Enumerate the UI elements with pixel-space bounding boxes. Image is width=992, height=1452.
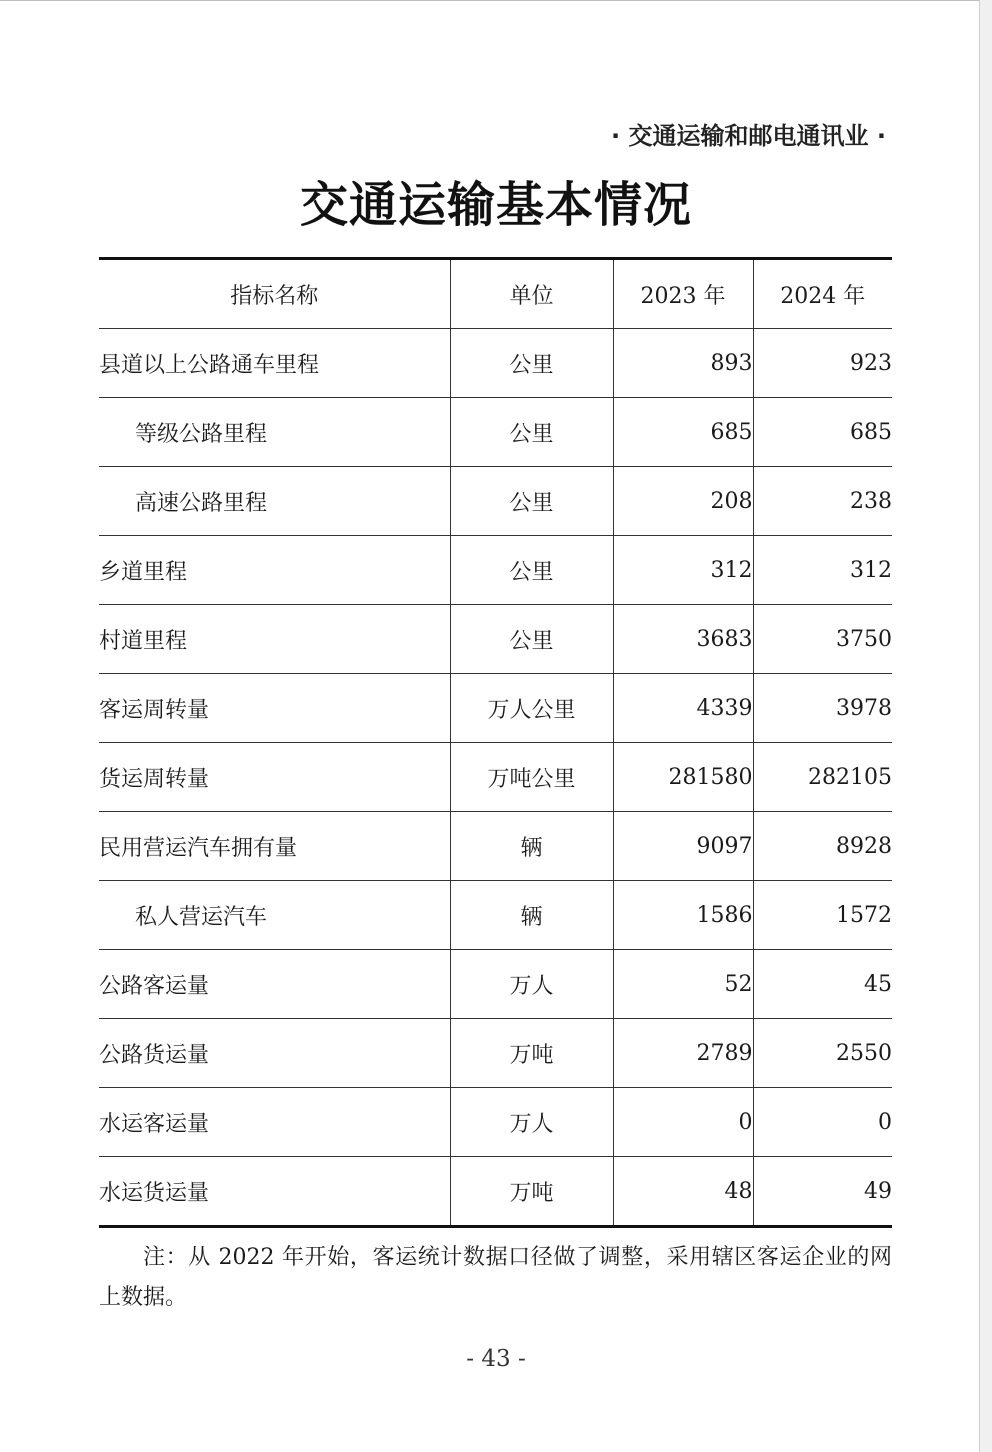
table-row [99,467,892,536]
row-value-2024: 49 [753,1157,892,1227]
row-value-2023: 2789 [613,1019,753,1088]
row-indicator-name: 公路客运量 [99,950,450,1019]
table-row [99,398,892,467]
row-unit: 万人 [450,950,613,1019]
row-indicator-name: 乡道里程 [99,536,450,605]
row-value-2023: 685 [613,398,753,467]
row-indicator-name: 高速公路里程 [99,467,450,536]
row-indicator-name: 县道以上公路通车里程 [99,329,450,398]
table-row [99,329,892,398]
page-title: 交通运输基本情况 [299,177,692,233]
row-indicator-name: 水运客运量 [99,1088,450,1157]
row-unit: 万人 [450,1088,613,1157]
row-value-2024: 923 [753,329,892,398]
table-row [99,605,892,674]
row-unit: 万吨 [450,1157,613,1227]
footnote: 注：从 2022 年开始，客运统计数据口径做了调整，采用辖区客运企业的网上数据。 [99,1245,892,1310]
table-row [99,1019,892,1088]
row-indicator-name: 公路货运量 [99,1019,450,1088]
row-value-2023: 4339 [613,674,753,743]
row-unit: 辆 [450,812,613,881]
row-indicator-name: 水运货运量 [99,1180,210,1206]
row-unit: 公里 [450,605,613,674]
table-row [99,1088,892,1157]
row-unit: 万吨 [450,1019,613,1088]
row-value-2024: 45 [753,950,892,1019]
row-value-2023: 893 [613,329,753,398]
row-unit: 万人公里 [450,674,613,743]
row-indicator-name: 村道里程 [99,605,450,674]
page-number: - 43 - [466,1346,526,1372]
row-value-2023: 312 [613,536,753,605]
row-indicator-name: 民用营运汽车拥有量 [99,812,450,881]
column-header-indicator: 指标名称 [99,259,450,329]
column-header-2024: 2024 年 [753,259,892,329]
row-value-2024: 3750 [753,605,892,674]
section-header: · 交通运输和邮电通讯业 · [611,122,886,150]
row-value-2023: 9097 [613,812,753,881]
table-row [99,674,892,743]
row-unit: 公里 [450,329,613,398]
row-indicator-name: 私人营运汽车 [99,881,450,950]
row-indicator-name: 货运周转量 [99,743,450,812]
table-row [99,812,892,881]
table-row [99,1157,892,1227]
table-row [99,536,892,605]
row-value-2023: 48 [613,1157,753,1227]
row-value-2024: 2550 [753,1019,892,1088]
row-value-2023: 3683 [613,605,753,674]
row-value-2024: 8928 [753,812,892,881]
row-value-2023: 208 [613,467,753,536]
row-unit: 公里 [450,398,613,467]
row-value-2024: 1572 [753,881,892,950]
row-value-2024: 0 [753,1088,892,1157]
column-header-unit: 单位 [450,259,613,329]
row-unit: 辆 [450,881,613,950]
row-value-2024: 238 [753,467,892,536]
page-top-edge [0,0,992,1]
table-header-row [99,259,892,329]
row-indicator-name: 等级公路里程 [99,398,450,467]
table-row [99,950,892,1019]
row-value-2023: 0 [613,1088,753,1157]
row-value-2023: 52 [613,950,753,1019]
statistics-table [99,257,892,1228]
table-row [99,743,892,812]
table-row [99,881,892,950]
row-unit: 公里 [450,536,613,605]
row-value-2024: 312 [753,536,892,605]
row-value-2024: 282105 [753,743,892,812]
row-value-2024: 3978 [753,674,892,743]
row-value-2023: 1586 [613,881,753,950]
row-value-2023: 281580 [613,743,753,812]
column-header-2023: 2023 年 [613,259,753,329]
row-indicator-name: 客运周转量 [99,674,450,743]
row-unit: 万吨公里 [450,743,613,812]
row-unit: 公里 [450,467,613,536]
row-value-2024: 685 [753,398,892,467]
